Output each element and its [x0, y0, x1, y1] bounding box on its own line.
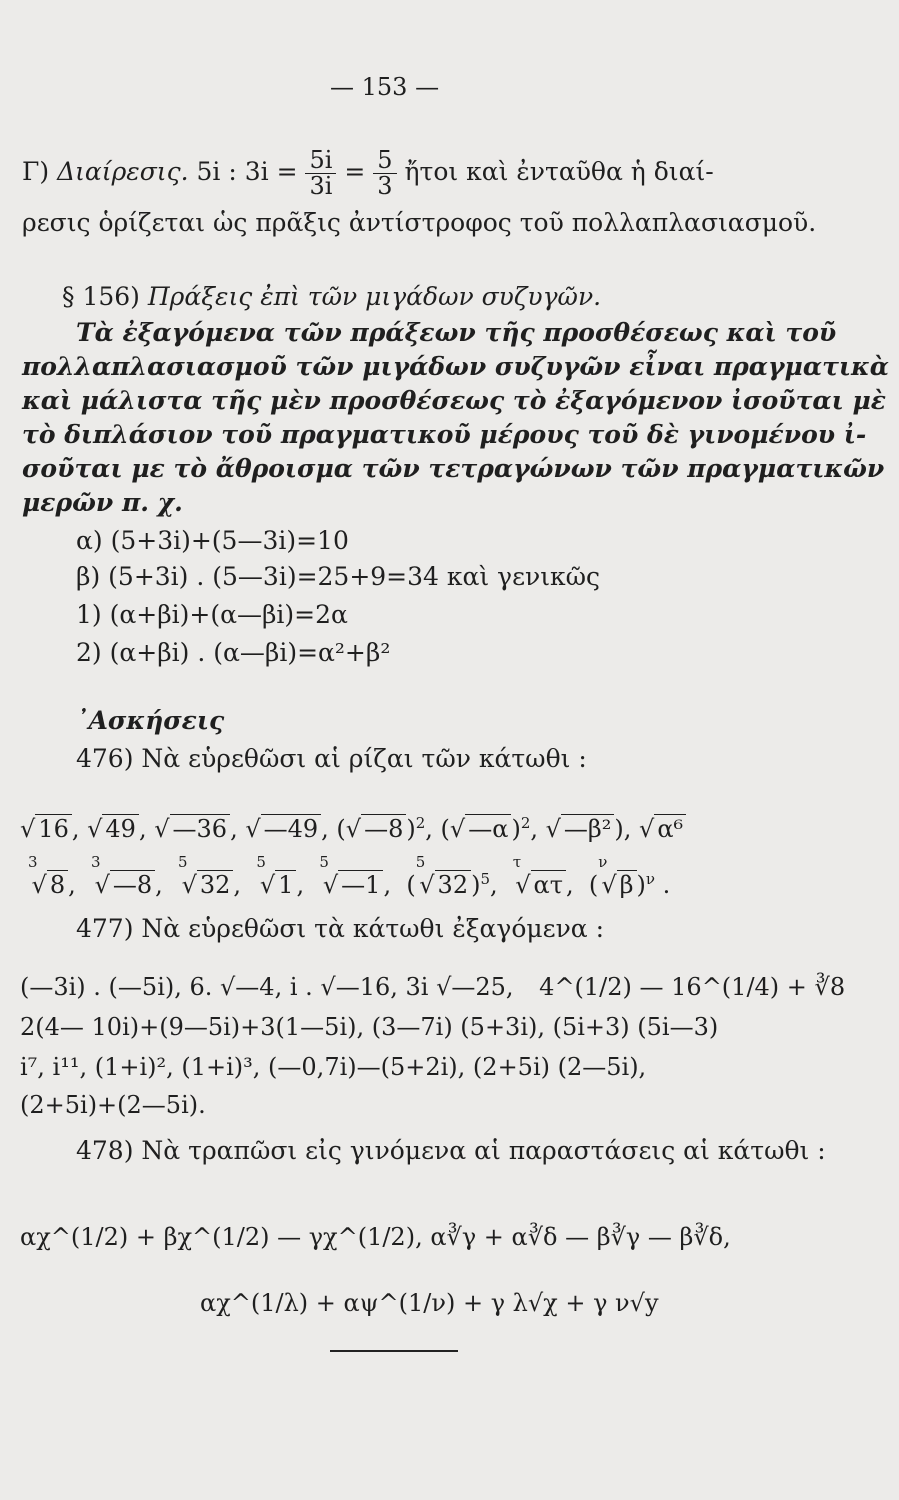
division-tail: ἤτοι καὶ ἐνταῦθα ἡ διαί-	[404, 157, 714, 187]
exercise-478-heading: 478) Νὰ τραπῶσι εἰς γινόμενα αἱ παραστάσεις αἱ κάτωθι :	[76, 1136, 826, 1165]
example-line: 1) (α+βi)+(α—βi)=2α	[76, 600, 348, 629]
exercise-477-line-1-text: (—3i) . (—5i), 6. √—4, i . √—16, 3i √—25,	[20, 973, 514, 1001]
division-expr: 5i : 3i =	[196, 157, 298, 187]
division-line-2: ρεσις ὁρίζεται ὡς πρᾶξις ἀντίστροφος τοῦ πολλαπλασιασμοῦ.	[22, 208, 817, 237]
division-line	[22, 148, 714, 199]
exercise-478-line-1: αχ^(1/2) + βχ^(1/2) — γχ^(1/2), α∛γ + α∛δ — β∛γ — β∛δ,	[20, 1223, 731, 1251]
exercise-477-line-2: 2(4— 10i)+(9—5i)+3(1—5i), (3—7i) (5+3i), (5i+3) (5i—3)	[20, 1013, 719, 1041]
example-line: β) (5+3i) . (5—3i)=25+9=34 καὶ γενικῶς	[76, 562, 601, 591]
equals-sign: =	[344, 157, 366, 187]
fraction-5i-3i: $\frac{5i}{3i}$	[305, 148, 336, 199]
paragraph-line: καὶ μάλιστα τῆς μὲν προσθέσεως τὸ ἐξαγόμενον ἰσοῦται μὲ	[22, 386, 886, 415]
exercise-477-line-1-tail: 4^(1/2) — 16^(1/4) + ∛8	[539, 973, 846, 1001]
division-prefix: Γ)	[22, 157, 50, 187]
exercise-477-heading: 477) Νὰ εὑρεθῶσι τὰ κάτωθι ἐξαγόμενα :	[76, 914, 605, 943]
fraction-5-3: $\frac{5}{3}$	[373, 148, 396, 199]
exercise-476-heading: 476) Νὰ εὑρεθῶσι αἱ ρίζαι τῶν κάτωθι :	[76, 744, 587, 773]
end-rule	[330, 1350, 458, 1352]
example-line: 2) (α+βi) . (α—βi)=α²+β²	[76, 638, 391, 667]
root-radicand: —36	[170, 814, 231, 843]
exercise-476-roots-row-2: $^3$√ 8 , $^3$√ —8 , $^5$√ 32 , $^5$√ 1 , $^5$√ —1 , ($^5$√ 32 )$^5$, $^\tau$√ ατ , ($^\nu$√ β )$^\nu$ .	[28, 853, 671, 899]
exercise-476-roots-row-1: √ 16 , √ 49 , √ —36 , √ —49 , (√ —8 )$^2$, (√ —α )$^2$, √ —β² ), √ α⁶	[20, 814, 686, 844]
exercise-477-line-1	[20, 972, 845, 1002]
root-radicand: —8	[361, 814, 406, 843]
section-heading	[62, 282, 601, 312]
root-radicand: —β²	[561, 814, 615, 843]
paragraph-line: πολλαπλασιασμοῦ τῶν μιγάδων συζυγῶν εἶναι πραγματικὰ	[22, 352, 889, 381]
root-radicand: 49	[102, 814, 139, 843]
section-number: § 156)	[62, 282, 140, 311]
exercise-478-line-2: αχ^(1/λ) + αψ^(1/ν) + γ λ√χ + γ ν√y	[200, 1289, 659, 1317]
paragraph-line: τὸ διπλάσιον τοῦ πραγματικοῦ μέρους τοῦ δὲ γινομένου ἰ-	[22, 420, 867, 449]
exercise-477-line-3: i⁷, i¹¹, (1+i)², (1+i)³, (—0,7i)—(5+2i), (2+5i) (2—5i),	[20, 1053, 647, 1081]
root-radicand: —49	[261, 814, 322, 843]
root-radicand: α⁶	[654, 814, 686, 843]
division-label: Διαίρεσις.	[57, 157, 189, 187]
paragraph-line: Τὰ ἐξαγόμενα τῶν πράξεων τῆς προσθέσεως καὶ τοῦ	[76, 318, 837, 347]
paragraph-line: μερῶν π. χ.	[22, 488, 183, 517]
exercises-title: ᾿Ασκήσεις	[76, 706, 225, 735]
example-line: α) (5+3i)+(5—3i)=10	[76, 526, 349, 555]
root-radicand: —α	[465, 814, 511, 843]
page-number: — 153 —	[330, 73, 440, 101]
root-radicand: 16	[35, 814, 72, 843]
section-title: Πράξεις ἐπὶ τῶν μιγάδων συζυγῶν.	[147, 282, 602, 311]
paragraph-line: σοῦται με τὸ ἄθροισμα τῶν τετραγώνων τῶν πραγματικῶν	[22, 454, 885, 483]
exercise-477-line-4: (2+5i)+(2—5i).	[20, 1091, 206, 1119]
